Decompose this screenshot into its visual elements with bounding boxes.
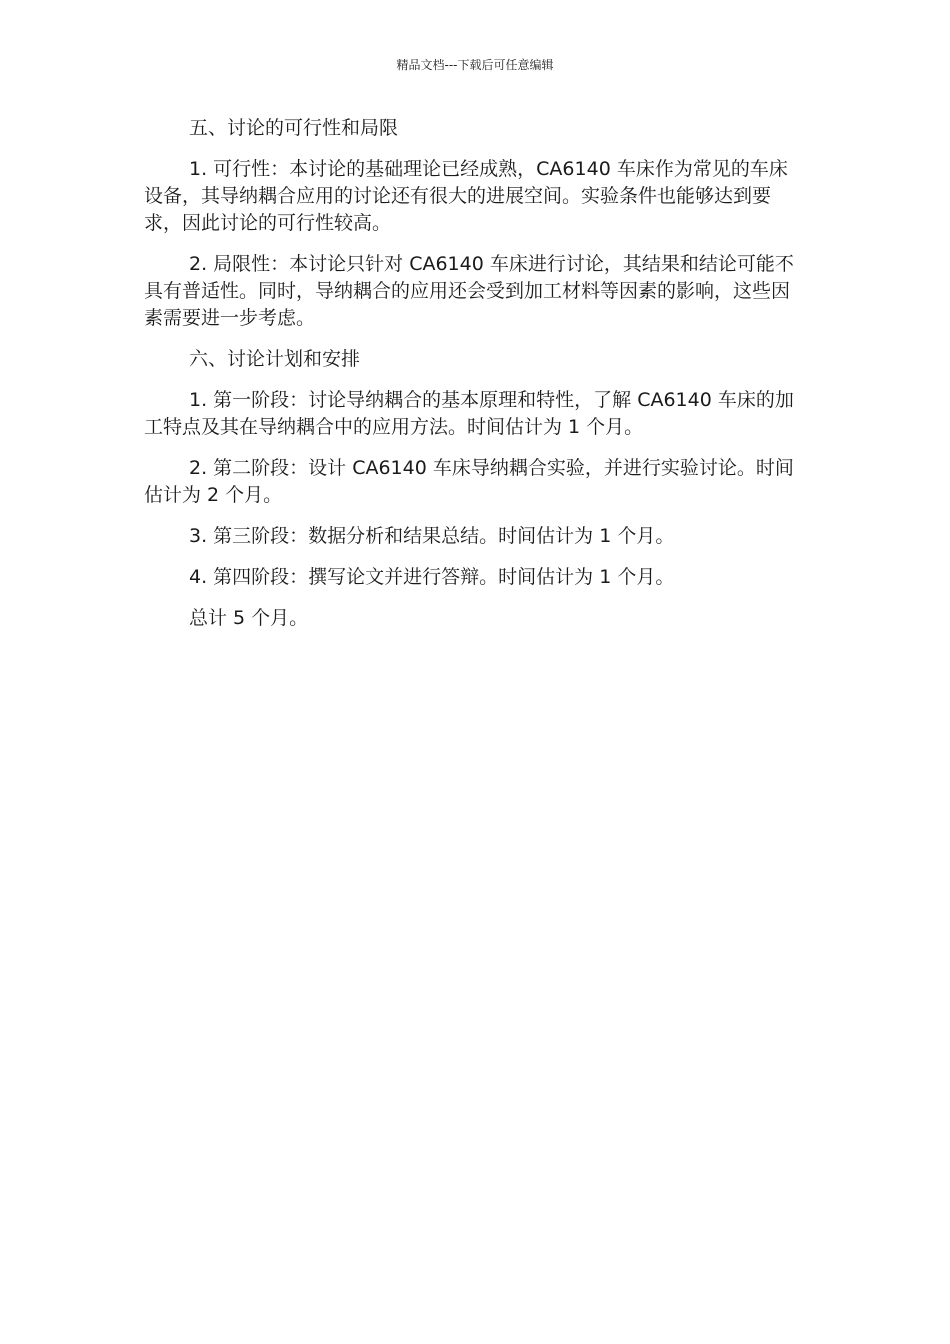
plan-stage-3: 3. 第三阶段：数据分析和结果总结。时间估计为 1 个月。 [189,525,675,547]
document-body [144,115,804,646]
plan-stage-4: 4. 第四阶段：撰写论文并进行答辩。时间估计为 1 个月。 [189,566,675,588]
section-heading-plan: 六、讨论计划和安排 [189,348,361,370]
section-heading-feasibility: 五、讨论的可行性和局限 [189,117,399,139]
plan-stage-2: 2. 第二阶段：设计 CA6140 车床导纳耦合实验，并进行实验讨论。时间估计为 2 个月。 [144,457,794,506]
plan-total: 总计 5 个月。 [189,607,309,629]
feasibility-paragraph: 1. 可行性：本讨论的基础理论已经成熟，CA6140 车床作为常见的车床设备，其导纳耦合应用的讨论还有很大的进展空间。实验条件也能够达到要求，因此讨论的可行性较高。 [144,158,788,234]
limitation-paragraph: 2. 局限性：本讨论只针对 CA6140 车床进行讨论，其结果和结论可能不具有普适性。同时，导纳耦合的应用还会受到加工材料等因素的影响，这些因素需要进一步考虑。 [144,253,794,329]
plan-stage-1: 1. 第一阶段：讨论导纳耦合的基本原理和特性，了解 CA6140 车床的加工特点及其在导纳耦合中的应用方法。时间估计为 1 个月。 [144,389,794,438]
page-header: 精品文档---下载后可任意编辑 [396,58,554,72]
